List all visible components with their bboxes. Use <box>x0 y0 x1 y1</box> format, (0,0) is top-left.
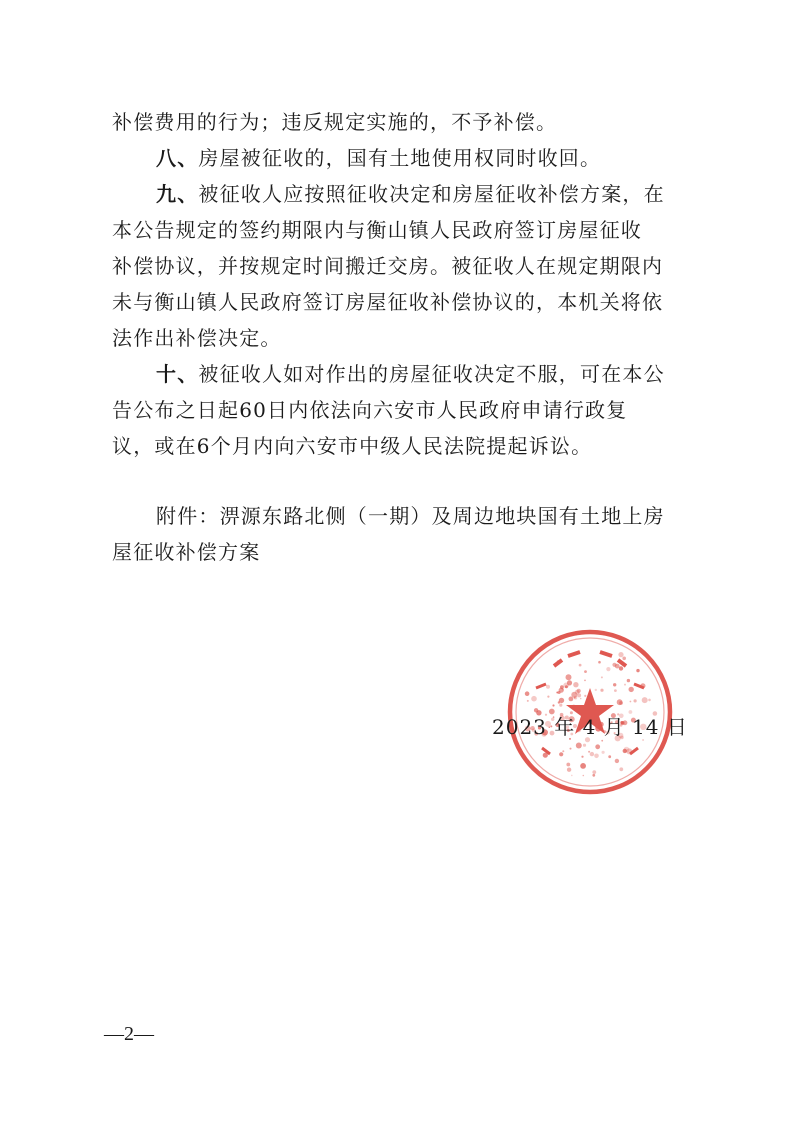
attachment-line: 屋征收补偿方案 <box>112 540 261 564</box>
paragraph-line: 法作出补偿决定。 <box>112 326 282 350</box>
paragraph-line: 补偿协议，并按规定时间搬迁交房。被征收人在规定期限内 <box>112 254 664 278</box>
paragraph-line: 九、被征收人应按照征收决定和房屋征收补偿方案，在 <box>156 182 665 206</box>
clause-number: 九、 <box>156 182 199 206</box>
paragraph-line: 补偿费用的行为；违反规定实施的，不予补偿。 <box>112 110 558 134</box>
paragraph-line: 未与衡山镇人民政府签订房屋征收补偿协议的，本机关将依 <box>112 290 664 314</box>
clause-number: 八、 <box>156 146 199 170</box>
paragraph-line: 十、被征收人如对作出的房屋征收决定不服，可在本公 <box>156 362 665 386</box>
spacer <box>112 464 696 498</box>
paragraph-line: 告公布之日起60日内依法向六安市人民政府申请行政复 <box>112 398 628 422</box>
paragraph-line: 议，或在6个月内向六安市中级人民法院提起诉讼。 <box>112 434 593 458</box>
attachment-line: 附件：淠源东路北侧（一期）及周边地块国有土地上房 <box>156 504 665 528</box>
page-number: —2— <box>104 1023 154 1045</box>
paragraph-line: 八、房屋被征收的，国有土地使用权同时收回。 <box>156 146 602 170</box>
document-date: 2023 年 4 月 14 日 <box>492 715 688 739</box>
document-body <box>112 104 696 570</box>
clause-number: 十、 <box>156 362 199 386</box>
paragraph-line: 本公告规定的签约期限内与衡山镇人民政府签订房屋征收 <box>112 218 642 242</box>
